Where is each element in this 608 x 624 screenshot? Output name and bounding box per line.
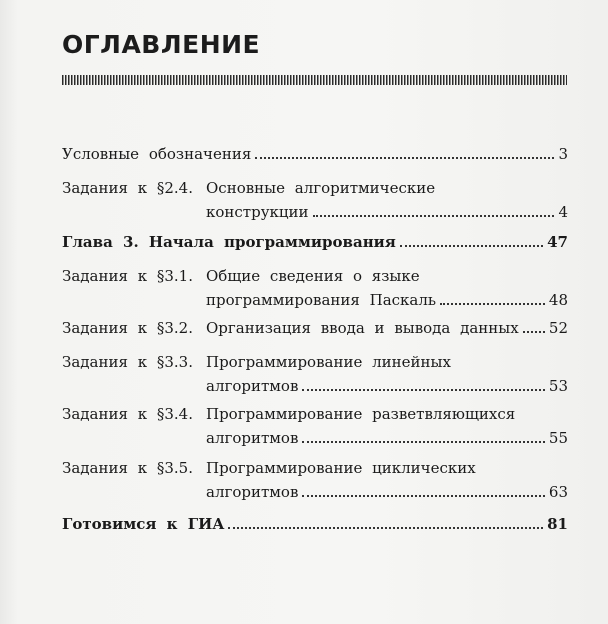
toc-page-number: 48 [548, 291, 568, 309]
toc-entry-prefix: Задания к §3.3. [62, 353, 193, 371]
toc-entry-3-5[interactable] [62, 456, 568, 504]
toc-page-number: 3 [558, 145, 568, 163]
toc-entry-title-line: Программирование циклических [206, 459, 476, 477]
page-title: ОГЛАВЛЕНИЕ [62, 30, 261, 59]
toc-chapter-title: Глава 3. Начала программирования [62, 233, 396, 251]
toc-entry-title-line: алгоритмов [206, 429, 299, 447]
toc-entry-3-2[interactable] [62, 316, 568, 340]
dot-leader [440, 302, 545, 305]
toc-entry-title-line: Общие сведения о языке [206, 267, 420, 285]
toc-entry-prefix: Задания к §3.4. [62, 405, 193, 423]
dot-leader [228, 526, 543, 529]
dot-leader [302, 388, 545, 391]
toc-chapter-title: Готовимся к ГИА [62, 515, 225, 533]
dot-leader [302, 440, 545, 443]
toc-page-number: 53 [548, 377, 568, 395]
toc-page-number: 47 [547, 233, 568, 251]
toc-page-number: 55 [548, 429, 568, 447]
dot-leader [313, 214, 555, 217]
toc-page-number: 4 [558, 203, 568, 221]
dot-leader [400, 244, 543, 247]
dot-leader [255, 156, 554, 159]
dot-leader [523, 330, 545, 333]
toc-entry-conventions[interactable] [62, 142, 568, 166]
dot-leader [302, 494, 545, 497]
title-underline-divider [62, 75, 567, 85]
toc-entry-3-3[interactable] [62, 350, 568, 398]
toc-entry-title: Условные обозначения [62, 145, 252, 163]
toc-page-number: 52 [548, 319, 568, 337]
toc-entry-title-line: Программирование разветвляющихся [206, 405, 516, 423]
toc-entry-prefix: Задания к §3.5. [62, 459, 193, 477]
toc-entry-3-1[interactable] [62, 264, 568, 312]
toc-page-number: 63 [548, 483, 568, 501]
toc-entry-title-line: Программирование линейных [206, 353, 451, 371]
toc-entry-title-line: алгоритмов [206, 377, 299, 395]
toc-entry-title-line: конструкции [206, 203, 309, 221]
toc-entry-title-line: программирования Паскаль [206, 291, 437, 309]
toc-page-number: 81 [547, 515, 568, 533]
toc-entry-chapter-3[interactable] [62, 230, 568, 254]
toc-entry-gia[interactable] [62, 512, 568, 536]
toc-entry-title-line: алгоритмов [206, 483, 299, 501]
toc-entry-title-line: Основные алгоритмические [206, 179, 436, 197]
toc-entry-2-4[interactable] [62, 176, 568, 224]
toc-entry-prefix: Задания к §2.4. [62, 179, 193, 197]
toc-entry-prefix: Задания к §3.2. [62, 319, 193, 337]
toc-entry-title-line: Организация ввода и вывода данных [206, 319, 519, 337]
toc-entry-3-4[interactable] [62, 402, 568, 450]
toc-entry-prefix: Задания к §3.1. [62, 267, 193, 285]
